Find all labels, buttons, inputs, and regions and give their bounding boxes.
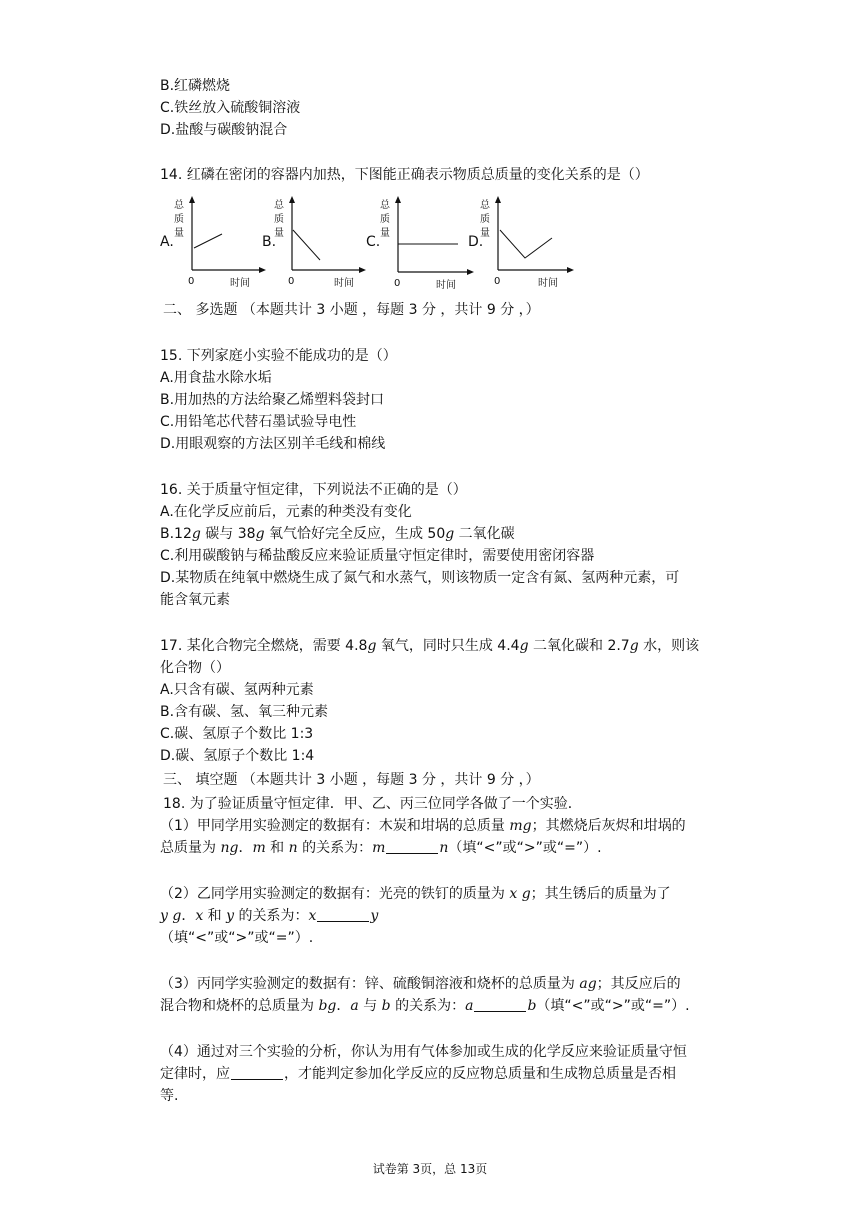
q18-part3-blank[interactable]	[474, 997, 526, 1012]
svg-text:质: 质	[480, 214, 490, 225]
svg-text:量: 量	[380, 228, 390, 239]
svg-text:质: 质	[380, 214, 390, 225]
q15-option-c: C.用铅笔芯代替石墨试验导电性	[160, 414, 357, 430]
q17-option-d: D.碳、氢原子个数比 1:4	[160, 748, 315, 764]
svg-text:总: 总	[174, 200, 184, 211]
svg-text:0: 0	[288, 276, 295, 287]
section-3-heading: 三、 填空题 （本题共计 3 小题 ，每题 3 分 ，共计 9 分 ，）	[163, 772, 540, 788]
q16-option-c: C.利用碳酸钠与稀盐酸反应来验证质量守恒定律时，需要使用密闭容器	[160, 548, 595, 564]
svg-text:时间: 时间	[436, 280, 456, 291]
q18-part2-line3: （填“<”或“>”或“=”）.	[160, 930, 314, 946]
q16-option-b: B.12g 碳与 38g 氧气恰好完全反应，生成 50g 二氧化碳	[160, 526, 515, 542]
q18-part3-line2: 混合物和烧杯的总质量为 bg．a 与 b 的关系为：a b（填“<”或“>”或“=”）.	[160, 998, 690, 1014]
q14-graph-b	[272, 194, 372, 292]
svg-text:0: 0	[394, 278, 401, 289]
q18-part4-line3: 等.	[160, 1088, 179, 1104]
svg-text:总: 总	[380, 200, 390, 211]
svg-text:时间: 时间	[538, 278, 558, 289]
q15-stem: 15. 下列家庭小实验不能成功的是（）	[160, 348, 397, 364]
q14-option-d-label: D.	[468, 234, 484, 250]
q16-option-d-line1: D.某物质在纯氧中燃烧生成了氮气和水蒸气，则该物质一定含有氮、氢两种元素，可	[160, 570, 680, 586]
q17-option-a: A.只含有碳、氢两种元素	[160, 682, 314, 698]
q16-option-a: A.在化学反应前后，元素的种类没有变化	[160, 504, 412, 520]
q18-stem: 18. 为了验证质量守恒定律．甲、乙、丙三位同学各做了一个实验．	[163, 796, 582, 812]
q14-graph-a	[172, 194, 272, 292]
q17-option-b: B.含有碳、氢、氧三种元素	[160, 704, 329, 720]
svg-text:量: 量	[174, 228, 184, 239]
q17-option-c: C.碳、氢原子个数比 1:3	[160, 726, 314, 742]
q14-option-b-label: B.	[262, 234, 277, 250]
q14-stem: 14. 红磷在密闭的容器内加热，下图能正确表示物质总质量的变化关系的是（）	[160, 167, 649, 183]
q15-option-a: A.用食盐水除水垢	[160, 370, 272, 386]
svg-text:0: 0	[188, 276, 195, 287]
q18-part1-line1: （1）甲同学用实验测定的数据有：木炭和坩埚的总质量 mg；其燃烧后灰烬和坩埚的	[160, 818, 686, 834]
q18-part2-blank[interactable]	[317, 907, 369, 922]
svg-text:量: 量	[274, 228, 284, 239]
q13-option-d: D.盐酸与碳酸钠混合	[160, 122, 288, 138]
svg-text:总: 总	[480, 200, 490, 211]
q18-part2-line1: （2）乙同学用实验测定的数据有：光亮的铁钉的质量为 x g；其生锈后的质量为了	[160, 886, 671, 902]
q18-part4-line1: （4）通过对三个实验的分析，你认为用有气体参加或生成的化学反应来验证质量守恒	[160, 1044, 687, 1060]
q15-option-d: D.用眼观察的方法区别羊毛线和棉线	[160, 436, 386, 452]
section-2-heading: 二、 多选题 （本题共计 3 小题 ，每题 3 分 ，共计 9 分 ，）	[163, 302, 540, 318]
page-footer: 试卷第 3页，总 13页	[372, 1162, 488, 1176]
q16-stem: 16. 关于质量守恒定律，下列说法不正确的是（）	[160, 482, 467, 498]
q13-option-c: C.铁丝放入硫酸铜溶液	[160, 100, 301, 116]
svg-text:时间: 时间	[334, 278, 354, 289]
svg-text:总: 总	[274, 200, 284, 211]
q18-part1-blank[interactable]	[386, 839, 438, 854]
q15-option-b: B.用加热的方法给聚乙烯塑料袋封口	[160, 392, 385, 408]
q18-part2-line2: y g．x 和 y 的关系为：x y	[160, 908, 379, 924]
q17-stem-line1: 17. 某化合物完全燃烧，需要 4.8g 氧气，同时只生成 4.4g 二氧化碳和 2.7g 水，则该	[160, 638, 700, 654]
q16-option-d-line2: 能含氧元素	[160, 592, 230, 608]
svg-text:质: 质	[174, 214, 184, 225]
svg-text:0: 0	[494, 276, 501, 287]
svg-text:时间: 时间	[230, 278, 250, 289]
q18-part4-blank[interactable]	[231, 1065, 283, 1080]
q14-graph-c	[378, 194, 478, 292]
svg-text:量: 量	[480, 228, 490, 239]
q18-part3-line1: （3）丙同学实验测定的数据有：锌、硫酸铜溶液和烧杯的总质量为 ag；其反应后的	[160, 976, 681, 992]
q14-option-a-label: A.	[160, 234, 174, 250]
q18-part4-line2: 定律时，应 ，才能判定参加化学反应的反应物总质量和生成物总质量是否相	[160, 1066, 676, 1082]
q18-part1-line2: 总质量为 ng．m 和 n 的关系为：m n（填“<”或“>”或“=”）.	[160, 840, 602, 856]
q13-option-b: B.红磷燃烧	[160, 78, 231, 94]
q17-stem-line2: 化合物（）	[160, 660, 230, 676]
q14-option-c-label: C.	[366, 234, 381, 250]
svg-text:质: 质	[274, 214, 284, 225]
q14-graph-d	[478, 194, 578, 292]
